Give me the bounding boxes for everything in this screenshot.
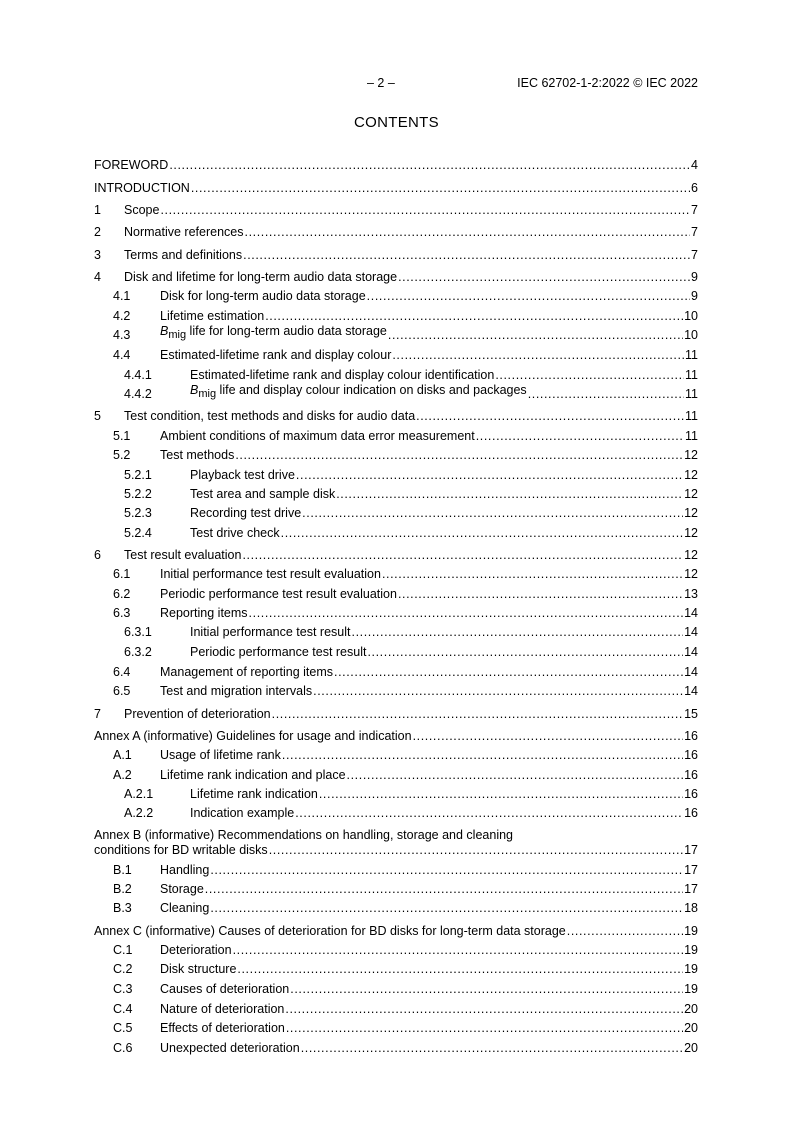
toc-entry[interactable] (94, 483, 698, 502)
toc-entry[interactable] (94, 324, 698, 343)
toc-entry-number: 1 (94, 203, 101, 218)
toc-entry-title: Estimated-lifetime rank and display colour identification (190, 367, 495, 382)
toc-entry-number: C.6 (113, 1040, 133, 1055)
toc-entry-title-prefix: B (160, 324, 169, 339)
dot-leader (242, 548, 683, 563)
toc-entry-title: Disk and lifetime for long-term audio data storage (124, 270, 398, 285)
toc-page-number: 14 (684, 684, 698, 699)
toc-entry-title: Prevention of deterioration (124, 706, 271, 721)
toc-entry[interactable] (94, 660, 698, 680)
toc-entry[interactable] (94, 997, 698, 1017)
toc-entry-title: Unexpected deterioration (160, 1040, 300, 1055)
dot-leader (301, 1041, 683, 1056)
dot-leader (334, 665, 683, 680)
toc-entry-title: Causes of deterioration (160, 981, 290, 996)
toc-entry[interactable] (94, 541, 698, 563)
toc-page-number: 12 (684, 567, 698, 582)
dot-leader (295, 806, 683, 821)
toc-page-number: 19 (684, 943, 698, 958)
toc-page-number: 16 (684, 748, 698, 763)
toc-entry-number: 4.4.2 (124, 387, 152, 402)
dot-leader (269, 843, 683, 858)
toc-entry[interactable] (94, 763, 698, 782)
toc-page-number: 12 (684, 448, 698, 463)
dot-leader (413, 729, 684, 744)
toc-entry-number: 5.2.3 (124, 506, 152, 521)
toc-entry-title: Indication example (190, 806, 295, 821)
dot-leader (233, 943, 684, 958)
toc-entry-number: 5.2.4 (124, 525, 152, 540)
dot-leader (245, 225, 691, 240)
toc-entry-title: Initial performance test result (190, 625, 351, 640)
toc-page-number: 15 (684, 706, 698, 721)
toc-page-number: 10 (684, 308, 698, 323)
toc-entry-title-prefix: B (190, 383, 199, 398)
dot-leader (336, 487, 683, 502)
toc-entry-title: Management of reporting items (160, 664, 334, 679)
dot-leader (476, 429, 684, 444)
toc-entry[interactable] (94, 343, 698, 363)
toc-page-number: 14 (684, 605, 698, 620)
toc-entry[interactable] (94, 621, 698, 640)
dot-leader (416, 409, 684, 424)
dot-leader (313, 684, 683, 699)
toc-page-number: 19 (684, 962, 698, 977)
toc-page-number: 16 (684, 787, 698, 801)
toc-entry-title: Lifetime rank indication and place (160, 767, 346, 782)
toc-entry-title: Periodic performance test result evaluation (160, 586, 397, 601)
toc-entry-title: Annex B (informative) Recommendations on handling, storage and cleaning (94, 828, 513, 843)
toc-entry[interactable] (94, 821, 698, 858)
toc-page-number: 9 (691, 289, 698, 304)
toc-entry[interactable] (94, 521, 698, 540)
toc-page-number: 16 (684, 767, 698, 782)
document-id: IEC 62702-1-2:2022 © IEC 2022 (517, 76, 698, 90)
toc-entry-title: Terms and definitions (124, 247, 243, 262)
toc-entry-number: 5.1 (113, 428, 131, 443)
toc-entry[interactable] (94, 263, 698, 285)
dot-leader (398, 270, 690, 285)
toc-entry-number: 4.3 (113, 328, 131, 343)
toc-page-number: 11 (685, 348, 698, 363)
toc-page-number: 11 (685, 387, 698, 402)
dot-leader (567, 924, 683, 939)
toc-entry-number: B.2 (113, 882, 132, 897)
toc-entry[interactable] (94, 240, 698, 262)
toc-entry[interactable] (94, 939, 698, 958)
toc-entry[interactable] (94, 958, 698, 977)
toc-entry-number: 6.4 (113, 664, 131, 679)
toc-entry-title: Disk for long-term audio data storage (160, 289, 366, 304)
toc-page-number: 4 (691, 158, 698, 173)
toc-entry[interactable] (94, 424, 698, 443)
toc-entry-title: INTRODUCTION (94, 180, 190, 195)
toc-entry-title: Disk structure (160, 962, 237, 977)
page-title: CONTENTS (354, 114, 439, 131)
toc-page-number: 19 (684, 923, 698, 938)
dot-leader (388, 328, 683, 343)
toc-entry-number: 4.4.1 (124, 367, 152, 382)
toc-entry-number: B.1 (113, 862, 132, 877)
toc-entry-title: Lifetime estimation (160, 308, 265, 323)
dot-leader (367, 289, 690, 304)
dot-leader (382, 567, 683, 582)
toc-entry-title: Annex C (informative) Causes of deterioration for BD disks for long-term data storage (94, 923, 566, 938)
toc-entry[interactable] (94, 744, 698, 763)
toc-entry[interactable] (94, 602, 698, 621)
dot-leader (347, 768, 684, 783)
toc-entry-title: Test drive check (190, 525, 280, 540)
toc-page-number: 7 (691, 247, 698, 262)
toc-entry-number: 4 (94, 270, 101, 285)
toc-page-number: 11 (685, 428, 698, 443)
toc-entry-number: 6.2 (113, 586, 131, 601)
toc-entry-title-text: life and display colour indication on disks and packages (216, 383, 527, 398)
toc-entry-title-subscript: mig (168, 329, 187, 342)
toc-entry-number: 5.2.1 (124, 467, 152, 482)
toc-page-number: 17 (684, 882, 698, 897)
toc-entry-number: 2 (94, 225, 101, 240)
dot-leader (235, 448, 683, 463)
toc-entry-number: C.2 (113, 962, 133, 977)
toc-entry-title-text: life for long-term audio data storage (186, 324, 387, 339)
page-header (0, 76, 793, 92)
toc-page-number: 16 (684, 728, 698, 743)
toc-entry-title: Handling (160, 862, 210, 877)
toc-page-number: 7 (691, 203, 698, 218)
dot-leader (249, 606, 684, 621)
toc-entry[interactable] (94, 463, 698, 482)
toc-page-number: 11 (685, 367, 698, 382)
dot-leader (265, 309, 683, 324)
dot-leader (160, 203, 690, 218)
dot-leader (210, 901, 683, 916)
dot-leader (352, 625, 684, 640)
toc-entry[interactable] (94, 285, 698, 304)
toc-entry[interactable] (94, 699, 698, 721)
toc-entry-number: 4.2 (113, 308, 131, 323)
toc-entry[interactable] (94, 680, 698, 699)
toc-entry-title-subscript: mig (198, 388, 217, 401)
toc-page-number: 12 (684, 486, 698, 501)
dot-leader (243, 248, 690, 263)
toc-page-number: 11 (685, 409, 698, 424)
toc-entry-number: 6.3.2 (124, 644, 152, 659)
toc-entry[interactable] (94, 878, 698, 897)
toc-entry-number: 4.4 (113, 348, 131, 363)
toc-entry-title: Cleaning (160, 901, 210, 916)
toc-entry-title: Test area and sample disk (190, 486, 336, 501)
toc-entry-title: Recording test drive (190, 506, 302, 521)
toc-entry-number: 5.2.2 (124, 486, 152, 501)
dot-leader (169, 158, 690, 173)
toc-entry[interactable] (94, 916, 698, 938)
toc-page-number: 20 (684, 1021, 698, 1036)
toc-page-number: 18 (684, 901, 698, 916)
dot-leader (272, 707, 683, 722)
toc-entry-number: 6.5 (113, 684, 131, 699)
toc-entry-title: Test and migration intervals (160, 684, 313, 699)
toc-entry[interactable] (94, 502, 698, 521)
dot-leader (286, 1021, 683, 1036)
dot-leader (392, 348, 684, 363)
toc-page-number: 19 (684, 981, 698, 996)
toc-entry[interactable] (94, 1017, 698, 1036)
toc-page-number: 17 (684, 843, 698, 858)
toc-page-number: 9 (691, 270, 698, 285)
toc-entry[interactable] (94, 563, 698, 582)
dot-leader (319, 787, 683, 802)
toc-page-number: 12 (684, 525, 698, 540)
toc-entry[interactable] (94, 383, 698, 402)
dot-leader (210, 863, 683, 878)
dot-leader (237, 962, 683, 977)
toc-entry-number: A.1 (113, 748, 132, 763)
dot-leader (205, 882, 683, 897)
toc-entry[interactable] (94, 802, 698, 821)
toc-entry-number: A.2 (113, 767, 132, 782)
dot-leader (191, 181, 690, 196)
dot-leader (281, 526, 683, 541)
toc-entry-number: C.5 (113, 1021, 133, 1036)
dot-leader (528, 387, 684, 402)
toc-entry-number: A.2.1 (124, 787, 154, 801)
toc-entry[interactable] (94, 158, 698, 173)
toc-entry[interactable] (94, 897, 698, 916)
dot-leader (285, 1002, 683, 1017)
toc-entry-title: Nature of deterioration (160, 1002, 285, 1017)
toc-page-number: 17 (684, 862, 698, 877)
toc-page-number: 12 (684, 547, 698, 562)
toc-entry[interactable] (94, 363, 698, 382)
toc-entry-title: Effects of deterioration (160, 1021, 285, 1036)
toc-page-number: 20 (684, 1040, 698, 1055)
toc-entry-number: C.4 (113, 1002, 133, 1017)
toc-entry-number: C.3 (113, 981, 133, 996)
toc-entry-number: B.3 (113, 901, 132, 916)
toc-entry-number: 6.3 (113, 605, 131, 620)
toc-entry[interactable] (94, 783, 698, 802)
toc-entry-title: Storage (160, 882, 204, 897)
toc-page-number: 16 (684, 806, 698, 821)
toc-entry-title: Deterioration (160, 943, 232, 958)
dot-leader (296, 468, 683, 483)
toc-page-number: 12 (684, 506, 698, 521)
toc-entry-number: 5.2 (113, 448, 131, 463)
toc-entry-title: Usage of lifetime rank (160, 748, 281, 763)
toc-entry-title: Estimated-lifetime rank and display colour (160, 348, 392, 363)
toc-entry-title: Reporting items (160, 605, 248, 620)
toc-page-number: 6 (691, 180, 698, 195)
toc-entry-title: Lifetime rank indication (190, 787, 318, 801)
toc-page-number: 14 (684, 664, 698, 679)
toc-entry[interactable] (94, 582, 698, 601)
toc-entry[interactable] (94, 640, 698, 659)
toc-entry-title: Normative references (124, 225, 244, 240)
toc-entry-title: Test condition, test methods and disks for audio data (124, 409, 416, 424)
toc-entry[interactable] (94, 402, 698, 424)
dot-leader (495, 368, 684, 383)
dot-leader (282, 748, 683, 763)
toc-entry-title (160, 324, 387, 343)
dot-leader (290, 982, 683, 997)
toc-entry-title: Ambient conditions of maximum data error measurement (160, 428, 475, 443)
toc-entry-number: 4.1 (113, 289, 131, 304)
toc-entry-number: 6.3.1 (124, 625, 152, 640)
toc-entry-title: Test methods (160, 448, 235, 463)
toc-entry-number: C.1 (113, 943, 133, 958)
toc-entry-number: 3 (94, 247, 101, 262)
toc-entry-title: Annex A (informative) Guidelines for usage and indication (94, 728, 412, 743)
toc-entry[interactable] (94, 304, 698, 323)
toc-entry-title (190, 383, 527, 402)
toc-entry-title: Playback test drive (190, 467, 295, 482)
toc-entry-title: FOREWORD (94, 158, 169, 173)
toc-entry-title: Periodic performance test result (190, 644, 367, 659)
toc-entry[interactable] (94, 1036, 698, 1055)
toc-page-number: 20 (684, 1002, 698, 1017)
toc-page-number: 14 (684, 625, 698, 640)
toc-entry[interactable] (94, 977, 698, 996)
page-number: – 2 – (367, 76, 395, 90)
toc-entry-number: 6 (94, 547, 101, 562)
toc-entry[interactable] (94, 173, 698, 195)
toc-entry-title: Scope (124, 203, 160, 218)
dot-leader (398, 587, 683, 602)
toc-entry[interactable] (94, 218, 698, 240)
toc-page-number: 12 (684, 467, 698, 482)
table-of-contents (94, 158, 698, 1056)
toc-entry[interactable] (94, 444, 698, 463)
dot-leader (367, 645, 683, 660)
toc-entry[interactable] (94, 722, 698, 744)
toc-entry-title: Initial performance test result evaluation (160, 567, 381, 582)
toc-entry-title-continued: conditions for BD writable disks (94, 843, 268, 858)
toc-entry[interactable] (94, 196, 698, 218)
toc-page-number: 13 (684, 586, 698, 601)
toc-entry-title: Test result evaluation (124, 547, 242, 562)
dot-leader (302, 506, 683, 521)
toc-entry-number: 6.1 (113, 567, 131, 582)
toc-page-number: 7 (691, 225, 698, 240)
toc-entry[interactable] (94, 858, 698, 877)
toc-page-number: 14 (684, 644, 698, 659)
toc-page-number: 10 (684, 328, 698, 343)
toc-entry-number: 7 (94, 706, 101, 721)
toc-entry-number: 5 (94, 409, 101, 424)
toc-entry-number: A.2.2 (124, 806, 154, 821)
